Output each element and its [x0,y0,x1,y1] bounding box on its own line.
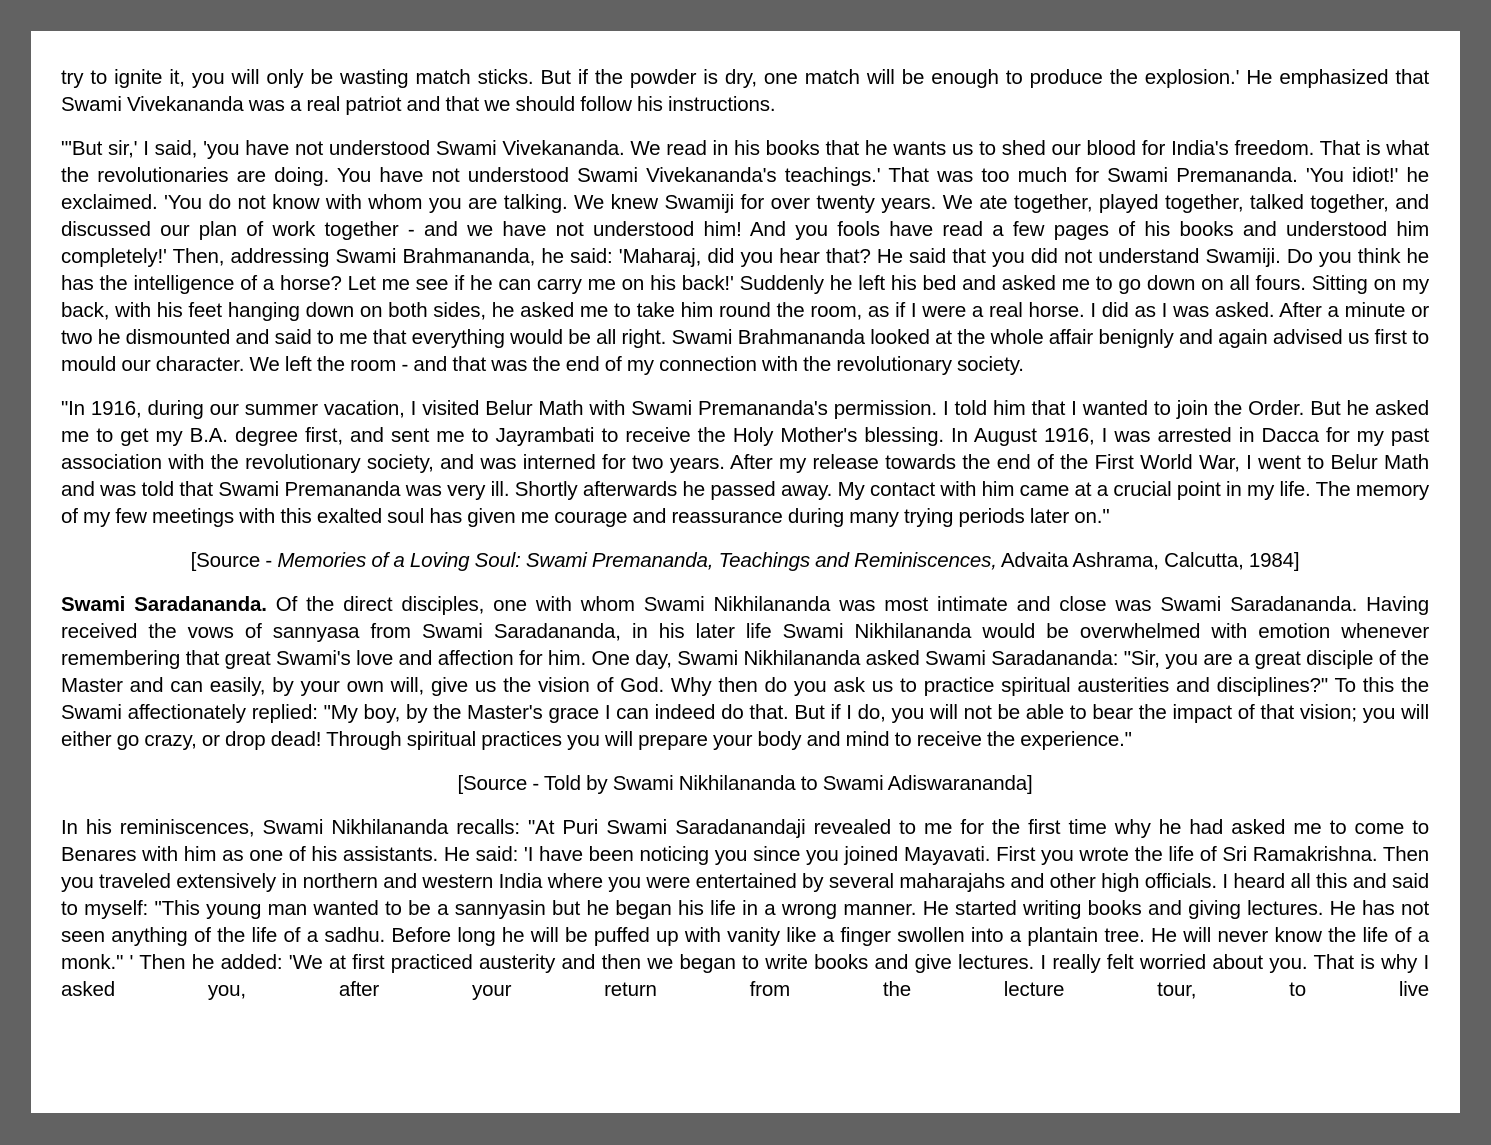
source-citation-1-suffix: Advaita Ashrama, Calcutta, 1984] [996,549,1300,572]
section-heading-saradananda: Swami Saradananda. [61,593,267,616]
paragraph-5: In his reminiscences, Swami Nikhilananda recalls: "At Puri Swami Saradanandaji revealed to me for the first time why he had asked me to come to Benares with him as one of his assistants. He said: 'I have been noticing you since you joined Mayavati. First you wrote the life of Sri Ramakrishna. Then you traveled extensively in northern and western India where you were entertained by several maharajahs and other high officials. I heard all this and said to myself: "This young man wanted to be a sannyasin but he began his life in a wrong manner. He started writing books and giving lectures. He has not seen anything of the life of a sadhu. Before long he will be puffed up with vanity like a finger swollen into a plantain tree. He will never know the life of a monk." ' Then he added: 'We at first practiced austerity and then we began to write books and give lectures. I really felt worried about you. That is why I asked you, after your return from the lecture tour, to live [61,816,1429,1001]
paragraph-4-body: Of the direct disciples, one with whom Swami Nikhilananda was most intimate and close was Swami Saradananda. Having received the vows of sannyasa from Swami Saradananda, in his later life Swami Nikhilananda would be overwhelmed with emotion whenever remembering that great Swami's love and affection for him. One day, Swami Nikhilananda asked Swami Saradananda: "Sir, you are a great disciple of the Master and can easily, by your own will, give us the vision of God. Why then do you ask us to practice spiritual austerities and disciplines?" To this the Swami affectionately replied: "My boy, by the Master's grace I can indeed do that. But if I do, you will not be able to bear the impact of that vision; you will either go crazy, or drop dead! Through spiritual practices you will prepare your body and mind to receive the experience." [61,593,1429,751]
paragraph-4 [61,591,1429,753]
paragraph-2: "'But sir,' I said, 'you have not understood Swami Vivekananda. We read in his books that he wants us to shed our blood for India's freedom. That is what the revolutionaries are doing. You have not understood Swami Vivekananda's teachings.' That was too much for Swami Premananda. 'You idiot!' he exclaimed. 'You do not know with whom you are talking. We knew Swamiji for over twenty years. We ate together, played together, talked together, and discussed our plan of work together - and we have not understood him! And you fools have read a few pages of his books and understood him completely!' Then, addressing Swami Brahmananda, he said: 'Maharaj, did you hear that? He said that you did not understand Swamiji. Do you think he has the intelligence of a horse? Let me see if he can carry me on his back!' Suddenly he left his bed and asked me to go down on all fours. Sitting on my back, with his feet hanging down on both sides, he asked me to take him round the room, as if I were a real horse. I did as I was asked. After a minute or two he dismounted and said to me that everything would be all right. Swami Brahmananda looked at the whole affair benignly and again advised us first to mould our character. We left the room - and that was the end of my connection with the revolutionary society. [61,137,1429,376]
paragraph-3: "In 1916, during our summer vacation, I visited Belur Math with Swami Premananda's permission. I told him that I wanted to join the Order. But he asked me to get my B.A. degree first, and sent me to Jayrambati to receive the Holy Mother's blessing. In August 1916, I was arrested in Dacca for my past association with the revolutionary society, and was interned for two years. After my release towards the end of the First World War, I went to Belur Math and was told that Swami Premananda was very ill. Shortly afterwards he passed away. My contact with him came at a crucial point in my life. The memory of my few meetings with this exalted soul has given me courage and reassurance during many trying periods later on." [61,397,1429,528]
paragraph-1: try to ignite it, you will only be wasting match sticks. But if the powder is dry, one match will be enough to produce the explosion.' He emphasized that Swami Vivekananda was a real patriot and that we should follow his instructions. [61,66,1429,116]
source-citation-1 [61,547,1429,574]
document-page [31,31,1460,1113]
source-citation-2: [Source - Told by Swami Nikhilananda to Swami Adiswarananda] [457,772,1033,795]
source-citation-1-prefix: [Source - [190,549,278,572]
source-citation-1-title: Memories of a Loving Soul: Swami Premananda, Teachings and Reminiscences, [277,549,997,572]
